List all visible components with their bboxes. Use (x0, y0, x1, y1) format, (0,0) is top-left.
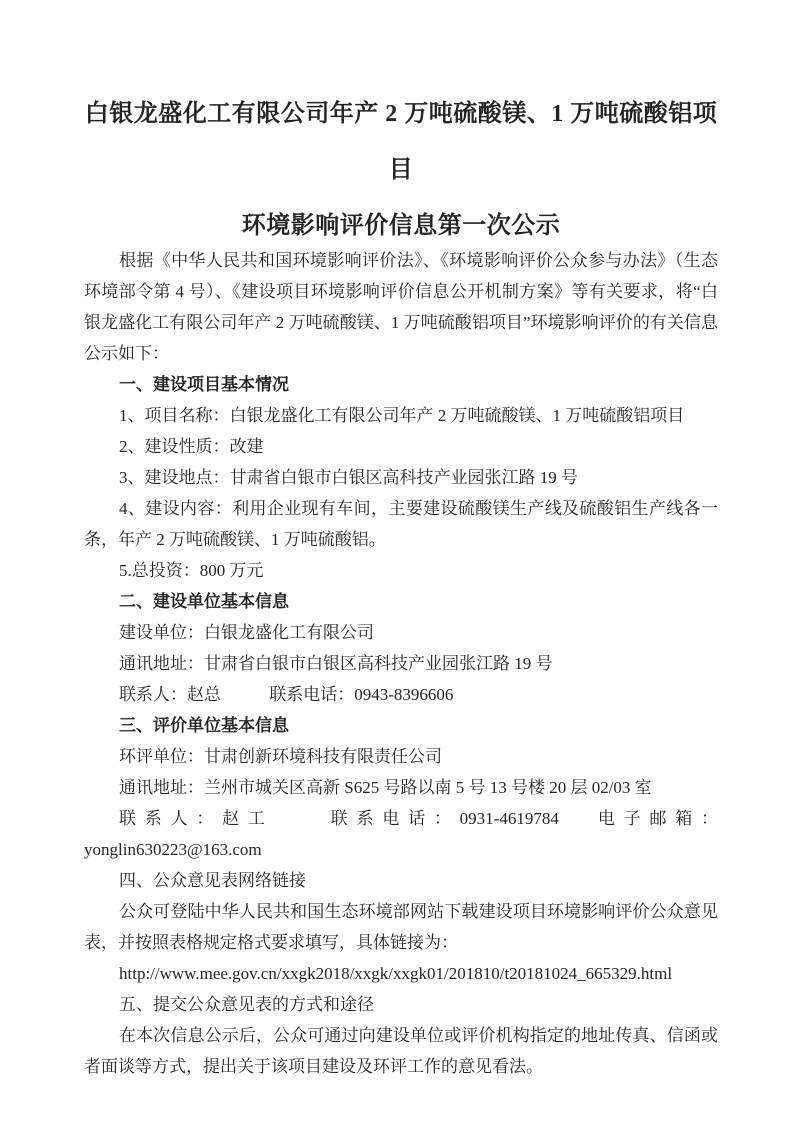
document-title-line1: 白银龙盛化工有限公司年产 2 万吨硫酸镁、1 万吨硫酸铝项目 (84, 101, 718, 183)
document-title-line2: 环境影响评价信息第一次公示 (241, 213, 561, 239)
intro-paragraph: 根据《中华人民共和国环境影响评价法》、《环境影响评价公众参与办法》（生态环境部令第 4 号）、《建设项目环境影响评价信息公开机制方案》等有关要求，将“白银龙盛化工有限公司年产 2 万吨硫酸镁、1 万吨硫酸铝项目”环境影响评价的有关信息公示如下： (84, 251, 718, 363)
eia-contact-email: 电子邮箱：yonglin630223@163.com (84, 809, 719, 859)
section4-heading: 四、公众意见表网络链接 (119, 871, 306, 890)
section5-heading: 五、提交公众意见表的方式和途径 (119, 995, 374, 1014)
eia-contact-person: 联系人：赵工 (119, 809, 274, 828)
project-name-item: 1、项目名称：白银龙盛化工有限公司年产 2 万吨硫酸镁、1 万吨硫酸铝项目 (119, 406, 685, 425)
public-form-paragraph: 公众可登陆中华人民共和国生态环境部网站下载建设项目环境影响评价公众意见表，并按照表格规定格式要求填写，具体链接为： (84, 902, 718, 952)
construction-site-item: 3、建设地点：甘肃省白银市白银区高科技产业园张江路 19 号 (119, 468, 578, 487)
construction-nature-item: 2、建设性质：改建 (119, 437, 264, 456)
total-investment-item: 5.总投资：800 万元 (119, 561, 264, 580)
section3-heading: 三、评价单位基本信息 (119, 716, 289, 735)
public-form-link[interactable]: http://www.mee.gov.cn/xxgk2018/xxgk/xxgk01/201810/t20181024_665329.html (119, 964, 673, 983)
eia-contact-line (84, 803, 718, 865)
builder-contact-phone: 联系电话：0943-8396606 (269, 685, 454, 704)
builder-contact-person: 联系人：赵总 (119, 685, 221, 704)
builder-contact-line (84, 679, 718, 710)
builder-address-line: 通讯地址：甘肃省白银市白银区高科技产业园张江路 19 号 (119, 654, 553, 673)
submit-methods-paragraph: 在本次信息公示后，公众可通过向建设单位或评价机构指定的地址传真、信函或者面谈等方式，提出关于该项目建设及环评工作的意见看法。 (84, 1026, 718, 1076)
construction-content-item: 4、建设内容：利用企业现有车间，主要建设硫酸镁生产线及硫酸铝生产线各一条，年产 2 万吨硫酸镁、1 万吨硫酸铝。 (84, 499, 718, 549)
eia-unit-line: 环评单位：甘肃创新环境科技有限责任公司 (119, 747, 442, 766)
section1-heading: 一、建设项目基本情况 (119, 375, 289, 394)
builder-name-line: 建设单位：白银龙盛化工有限公司 (119, 623, 374, 642)
eia-address-line: 通讯地址：兰州市城关区高新 S625 号路以南 5 号 13 号楼 20 层 02/03 室 (119, 778, 652, 797)
eia-contact-phone: 联系电话：0931-4619784 (330, 809, 559, 828)
section2-heading: 二、建设单位基本信息 (119, 592, 289, 611)
document-title (84, 86, 718, 254)
